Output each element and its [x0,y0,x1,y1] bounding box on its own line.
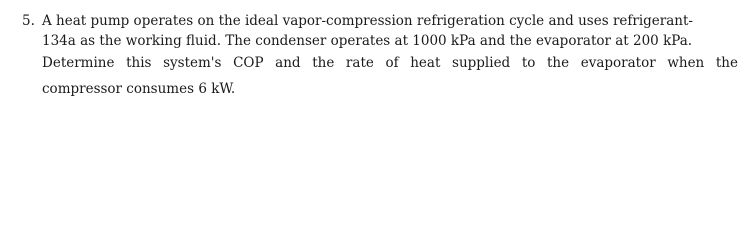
problem-line-1: A heat pump operates on the ideal vapor-compression refrigeration cycle and uses refrigerant- [42,13,693,29]
problem-line-3: Determine this system's COP and the rate of heat supplied to the evaporator when the [42,55,738,71]
problem-statement [42,11,738,99]
problem-line-4: compressor consumes 6 kW. [42,81,236,97]
problem-line-2: 134a as the working fluid. The condenser operates at 1000 kPa and the evaporator at 200 kPa. [42,33,693,49]
problem-number: 5. [22,13,35,29]
